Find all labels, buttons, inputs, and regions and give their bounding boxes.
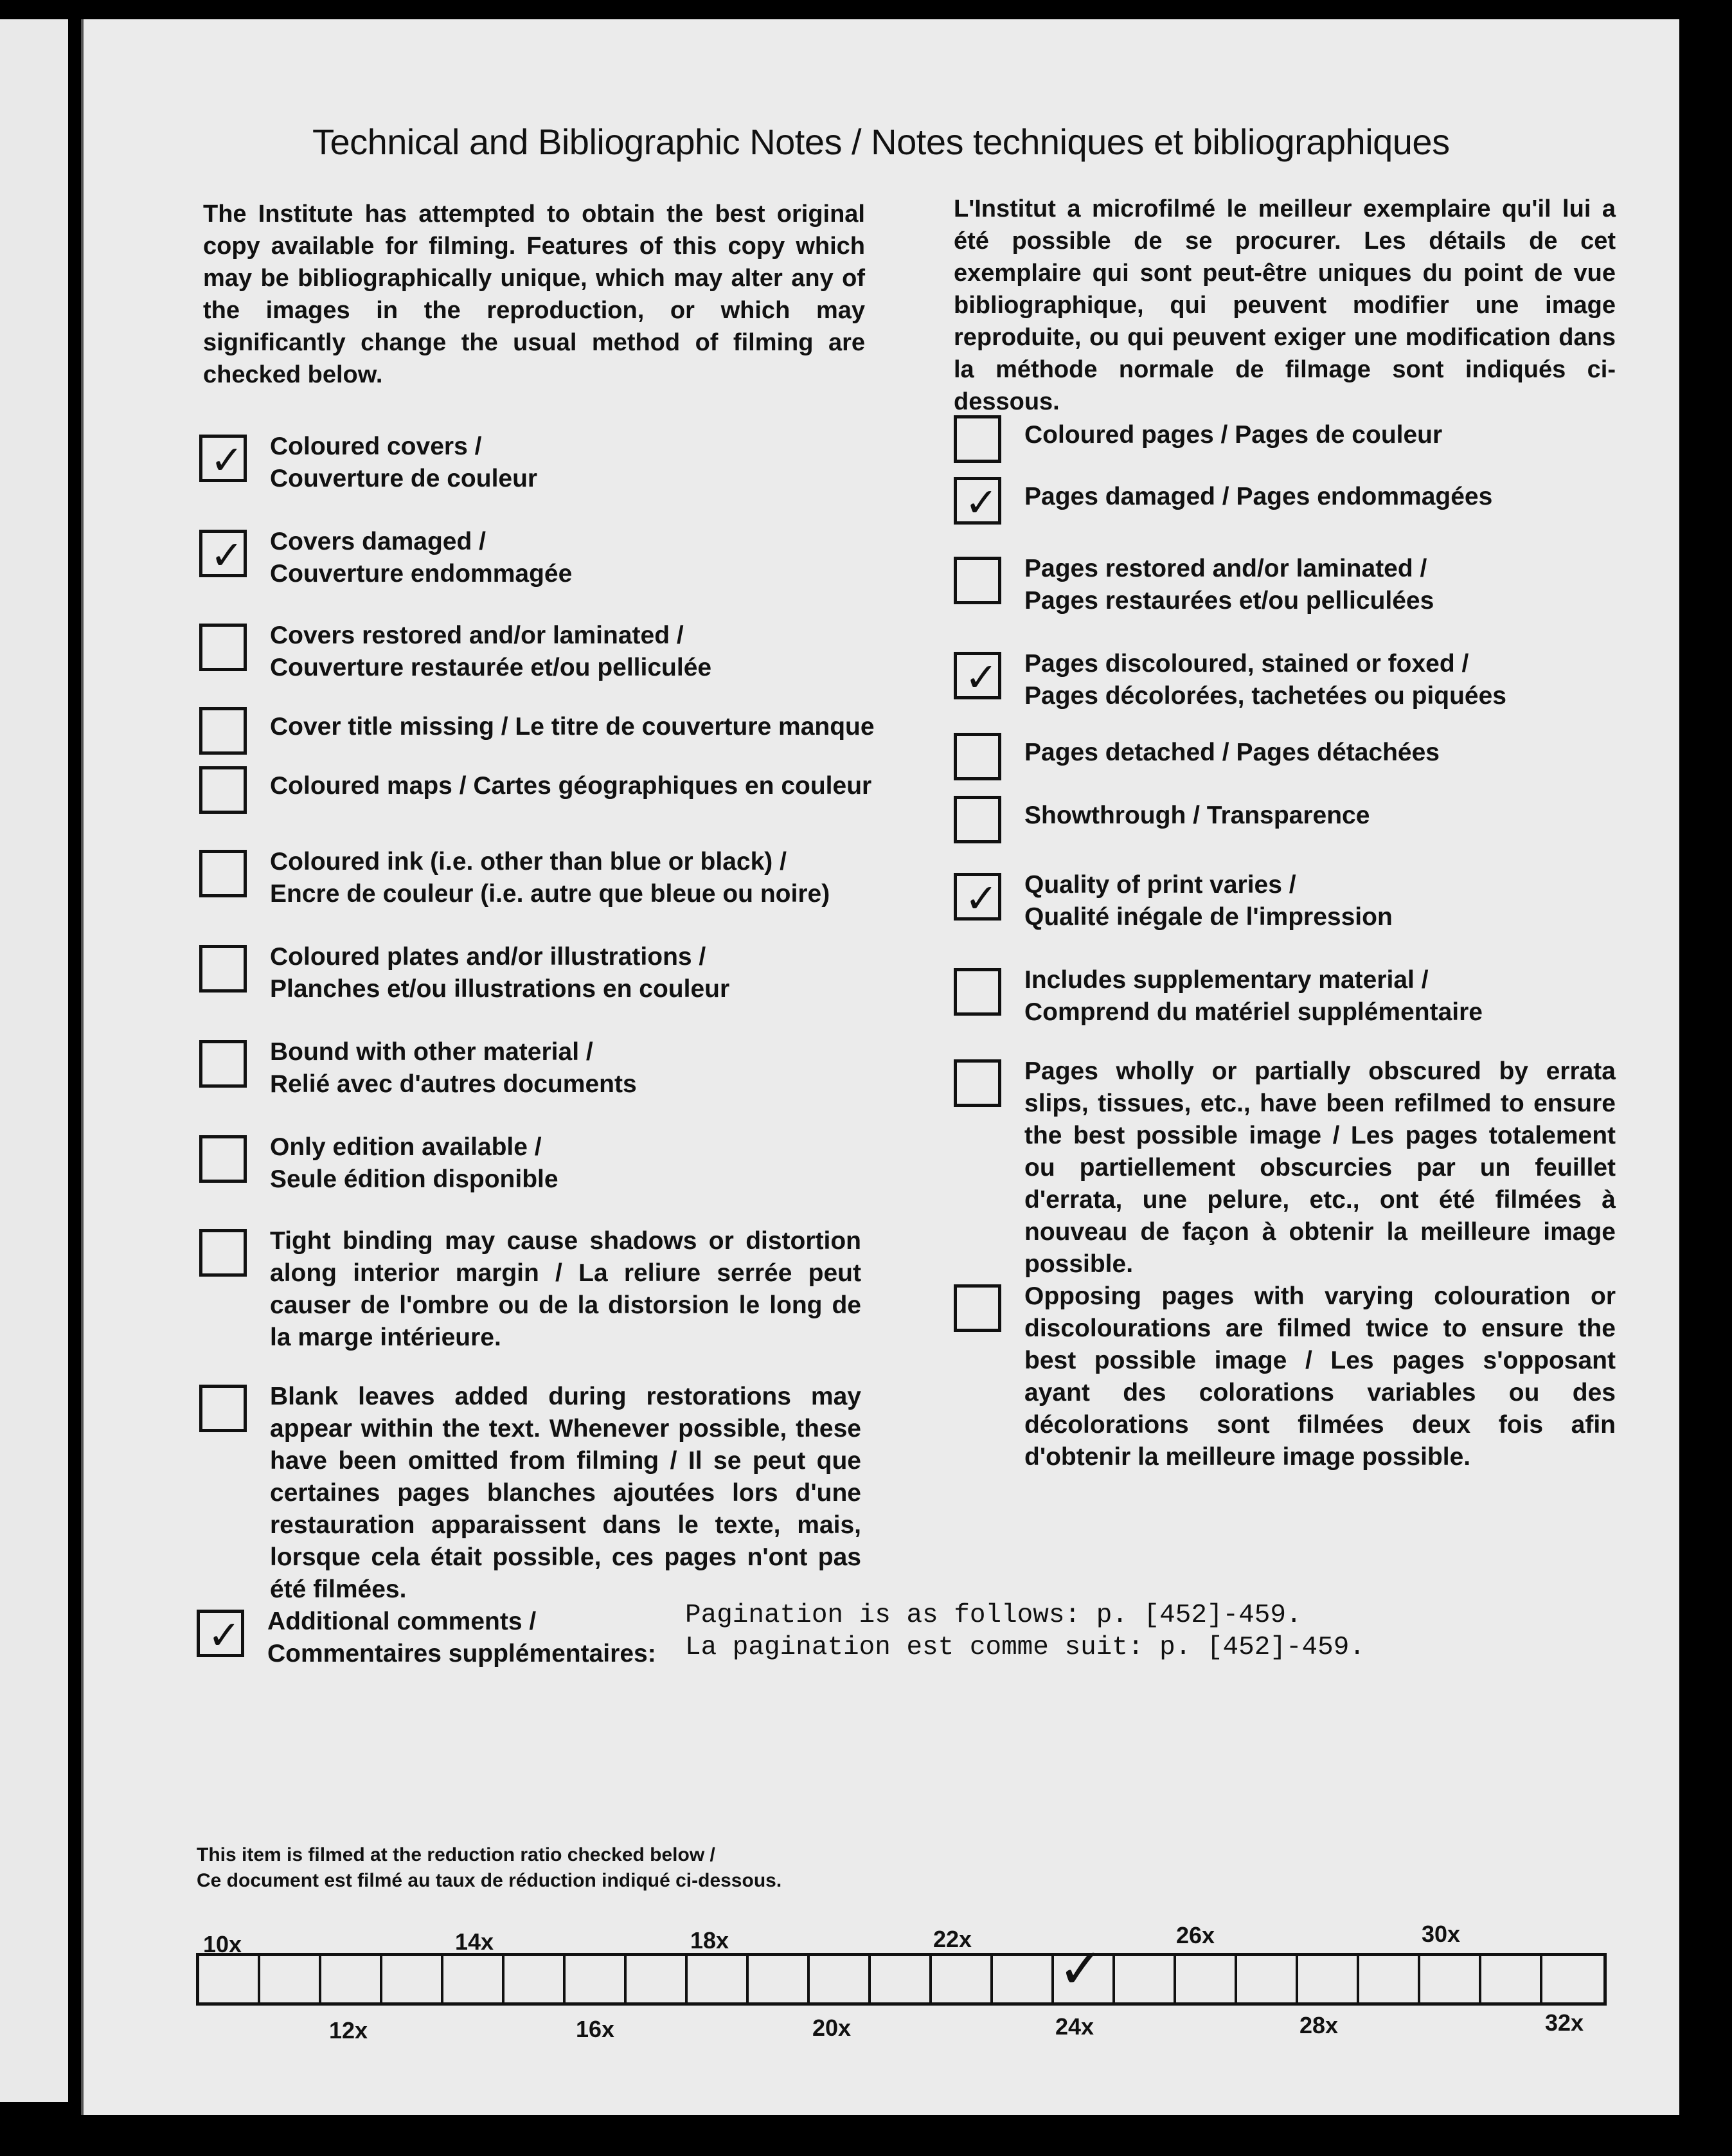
item-blank-leaves[interactable]: [199, 1385, 861, 1606]
item-additional-comments[interactable]: [197, 1610, 685, 1670]
ratio-label-bottom: 20x: [812, 2015, 852, 2041]
reduction-line-fr: Ce document est filmé au taux de réduction indiqué ci-dessous.: [197, 1870, 782, 1891]
checkbox[interactable]: [199, 1135, 247, 1183]
item-label-paragraph: Blank leaves added during restorations may appear within the text. Whenever possible, these have been omitted from filming / Il se peut que certaines pages blanches ajoutées lors d'une restauration apparaissent dans le texte, mais, lorsque cela était possible, ces pages n'ont pas été filmées.: [270, 1383, 861, 1603]
check-mark-icon: ✓: [965, 654, 998, 701]
ratio-cell[interactable]: [321, 1956, 382, 2002]
check-mark-icon: ✓: [210, 436, 244, 483]
reduction-line-en: This item is filmed at the reduction ratio checked below /: [197, 1844, 715, 1865]
item-coloured-ink[interactable]: [199, 850, 861, 910]
checkbox[interactable]: [954, 557, 1001, 604]
ratio-cell[interactable]: [260, 1956, 321, 2002]
item-label-fr: Couverture de couleur: [270, 465, 538, 492]
ratio-cell[interactable]: [1359, 1956, 1420, 2002]
item-label-fr: Pages restaurées et/ou pelliculées: [1024, 587, 1434, 615]
item-label-fr: Couverture endommagée: [270, 560, 573, 588]
item-label-en: Pages detached / Pages détachées: [1024, 739, 1440, 766]
item-label-en: Only edition available /: [270, 1133, 542, 1161]
checkbox[interactable]: [199, 530, 247, 577]
ratio-cell[interactable]: [993, 1956, 1054, 2002]
check-mark-icon: ✓: [965, 479, 998, 526]
checkbox[interactable]: [199, 624, 247, 671]
item-label-en: Pages damaged / Pages endommagées: [1024, 483, 1493, 510]
item-supplementary[interactable]: [954, 968, 1616, 1029]
ratio-cell[interactable]: [1420, 1956, 1481, 2002]
ratio-cell[interactable]: [443, 1956, 504, 2002]
checkbox[interactable]: [199, 435, 247, 482]
item-pages-detached[interactable]: [954, 733, 1616, 780]
checkbox[interactable]: [954, 873, 1001, 921]
item-label-fr: Encre de couleur (i.e. autre que bleue ou noire): [270, 880, 830, 908]
item-label-fr: Commentaires supplémentaires:: [267, 1640, 656, 1667]
item-label-fr: Comprend du matériel supplémentaire: [1024, 998, 1483, 1026]
item-label-fr: Relié avec d'autres documents: [270, 1070, 637, 1098]
item-pages-discoloured[interactable]: [954, 652, 1616, 712]
ratio-label-bottom: 28x: [1299, 2012, 1339, 2038]
item-label-en: Additional comments /: [267, 1608, 537, 1635]
checkbox[interactable]: [954, 733, 1001, 780]
pagination-line-fr: La pagination est comme suit: p. [452]-459.: [685, 1633, 1365, 1662]
checkbox[interactable]: [954, 415, 1001, 463]
item-label-fr: Seule édition disponible: [270, 1165, 558, 1193]
checkbox[interactable]: [954, 477, 1001, 525]
item-bound-with[interactable]: [199, 1040, 861, 1100]
pagination-line-en: Pagination is as follows: p. [452]-459.: [685, 1601, 1302, 1630]
checkbox[interactable]: [199, 850, 247, 897]
item-label-en: Coloured ink (i.e. other than blue or black) /: [270, 848, 787, 876]
item-cover-title-missing[interactable]: [199, 707, 875, 755]
item-label-en: Pages discoloured, stained or foxed /: [1024, 650, 1469, 678]
item-label-fr: Qualité inégale de l'impression: [1024, 903, 1393, 931]
ratio-cell[interactable]: [199, 1956, 260, 2002]
item-label-fr: Planches et/ou illustrations en couleur: [270, 975, 730, 1003]
item-label-fr: Couverture restaurée et/ou pelliculée: [270, 654, 712, 681]
checkbox[interactable]: [954, 796, 1001, 843]
item-coloured-pages[interactable]: [954, 415, 1616, 463]
ratio-label-top: 14x: [455, 1928, 494, 1955]
ratio-cell[interactable]: [1237, 1956, 1298, 2002]
checkbox[interactable]: [954, 968, 1001, 1016]
pagination-note: [685, 1599, 1365, 1664]
item-opposing-pages[interactable]: [954, 1284, 1616, 1473]
ratio-cell[interactable]: [382, 1956, 443, 2002]
item-pages-restored[interactable]: [954, 557, 1616, 617]
item-covers-restored[interactable]: [199, 624, 861, 684]
item-showthrough[interactable]: [954, 796, 1616, 843]
ratio-label-top: 22x: [933, 1926, 972, 1952]
item-label-paragraph: Opposing pages with varying colouration or discolourations are filmed twice to ensure the best possible image / Les pages s'opposant ayant des colorations variables ou des décolorations sont filmées deux fois afin d'obtenir la meilleure image possible.: [1024, 1282, 1616, 1471]
item-label-en: Bound with other material /: [270, 1038, 593, 1066]
ratio-cell[interactable]: [749, 1956, 810, 2002]
item-coloured-plates[interactable]: [199, 945, 861, 1005]
ratio-cell[interactable]: [1054, 1937, 1115, 2002]
item-label-en: Quality of print varies /: [1024, 871, 1296, 899]
ratio-label-top: 26x: [1176, 1922, 1215, 1948]
item-pages-damaged[interactable]: [954, 477, 1616, 525]
ratio-cell[interactable]: [871, 1956, 932, 2002]
item-label-paragraph: Tight binding may cause shadows or distortion along interior margin / La reliure serrée peut causer de l'ombre ou de la distorsion le long de la marge intérieure.: [270, 1227, 861, 1351]
item-quality-print[interactable]: [954, 873, 1616, 933]
check-mark-icon: ✓: [210, 532, 244, 579]
checkbox[interactable]: [199, 1229, 247, 1277]
checkbox[interactable]: [199, 766, 247, 814]
ratio-cell[interactable]: [1481, 1956, 1542, 2002]
item-label-en: Coloured plates and/or illustrations /: [270, 943, 706, 971]
checkbox[interactable]: [199, 945, 247, 993]
ratio-cell[interactable]: [932, 1956, 993, 2002]
item-label-fr: Pages décolorées, tachetées ou piquées: [1024, 682, 1506, 710]
item-tight-binding[interactable]: [199, 1229, 861, 1354]
ratio-label-top: 30x: [1422, 1921, 1461, 1947]
check-mark-icon: ✓: [208, 1612, 241, 1658]
ratio-cell[interactable]: [1298, 1956, 1359, 2002]
item-label-en: Pages restored and/or laminated /: [1024, 555, 1427, 582]
item-label-en: Coloured pages / Pages de couleur: [1024, 421, 1443, 449]
ratio-cell[interactable]: [1115, 1956, 1176, 2002]
item-covers-damaged[interactable]: [199, 530, 861, 590]
checkbox[interactable]: [954, 1059, 1001, 1107]
page-title: Technical and Bibliographic Notes / Notes techniques et bibliographiques: [312, 121, 1450, 162]
reduction-ratio-note: [197, 1842, 781, 1894]
ratio-cell[interactable]: [1176, 1956, 1237, 2002]
ratio-cell[interactable]: [627, 1956, 688, 2002]
ratio-label-bottom: 24x: [1055, 2013, 1094, 2040]
checkbox[interactable]: [954, 652, 1001, 699]
ratio-label-bottom: 12x: [329, 2017, 368, 2044]
item-label-en: Covers damaged /: [270, 528, 486, 555]
intro-french: L'Institut a microfilmé le meilleur exemplaire qu'il lui a été possible de se procurer. Les détails de cet exemplaire qui sont peut-être uniques du point de vue bibliographique, qui peuvent modifier une image reproduite, ou qui peuvent exiger une modification dans la méthode normale de filmage sont indiqués ci-dessous.: [954, 195, 1616, 415]
checkbox[interactable]: [199, 1385, 247, 1432]
check-mark-icon: ✓: [965, 875, 998, 922]
ratio-label-bottom: 32x: [1545, 2009, 1584, 2036]
item-label-en: Coloured covers /: [270, 433, 482, 460]
checkbox[interactable]: [199, 1040, 247, 1088]
checkbox[interactable]: [199, 707, 247, 755]
ratio-cell[interactable]: [566, 1956, 627, 2002]
ratio-label-top: 18x: [690, 1927, 729, 1954]
item-label-en: Showthrough / Transparence: [1024, 802, 1370, 829]
item-label-en: Covers restored and/or laminated /: [270, 622, 684, 649]
intro-english: The Institute has attempted to obtain the best original copy available for filming. Features of this copy which may be bibliographically unique, which may alter any of the images in the reproduction, or which may significantly change the usual method of filming are checked below.: [203, 201, 865, 388]
item-label-en: Cover title missing / Le titre de couverture manque: [270, 713, 875, 741]
ratio-label-top: 10x: [203, 1931, 242, 1957]
item-coloured-maps[interactable]: [199, 766, 872, 814]
checkbox[interactable]: [954, 1284, 1001, 1332]
item-label-en: Coloured maps / Cartes géographiques en couleur: [270, 772, 872, 800]
ratio-cell[interactable]: [504, 1956, 566, 2002]
check-mark-icon: ✓: [1058, 1937, 1105, 2001]
item-label-en: Includes supplementary material /: [1024, 966, 1429, 994]
ratio-cell[interactable]: [1542, 1956, 1603, 2002]
item-label-paragraph: Pages wholly or partially obscured by errata slips, tissues, etc., have been refilmed to ensure the best possible image / Les pages totalement ou partiellement obscurcies par un feuillet d'errata, une pelure, etc., ont été filmées à nouveau de façon à obtenir la meilleure image possible.: [1024, 1057, 1616, 1278]
checkbox[interactable]: [197, 1610, 244, 1657]
ratio-label-bottom: 16x: [576, 2016, 615, 2042]
ratio-cell[interactable]: [688, 1956, 749, 2002]
ratio-cell[interactable]: [810, 1956, 871, 2002]
adjacent-page-strip: [0, 19, 68, 2102]
item-only-edition[interactable]: [199, 1135, 861, 1196]
item-pages-obscured[interactable]: [954, 1059, 1616, 1280]
item-coloured-covers[interactable]: [199, 435, 861, 495]
